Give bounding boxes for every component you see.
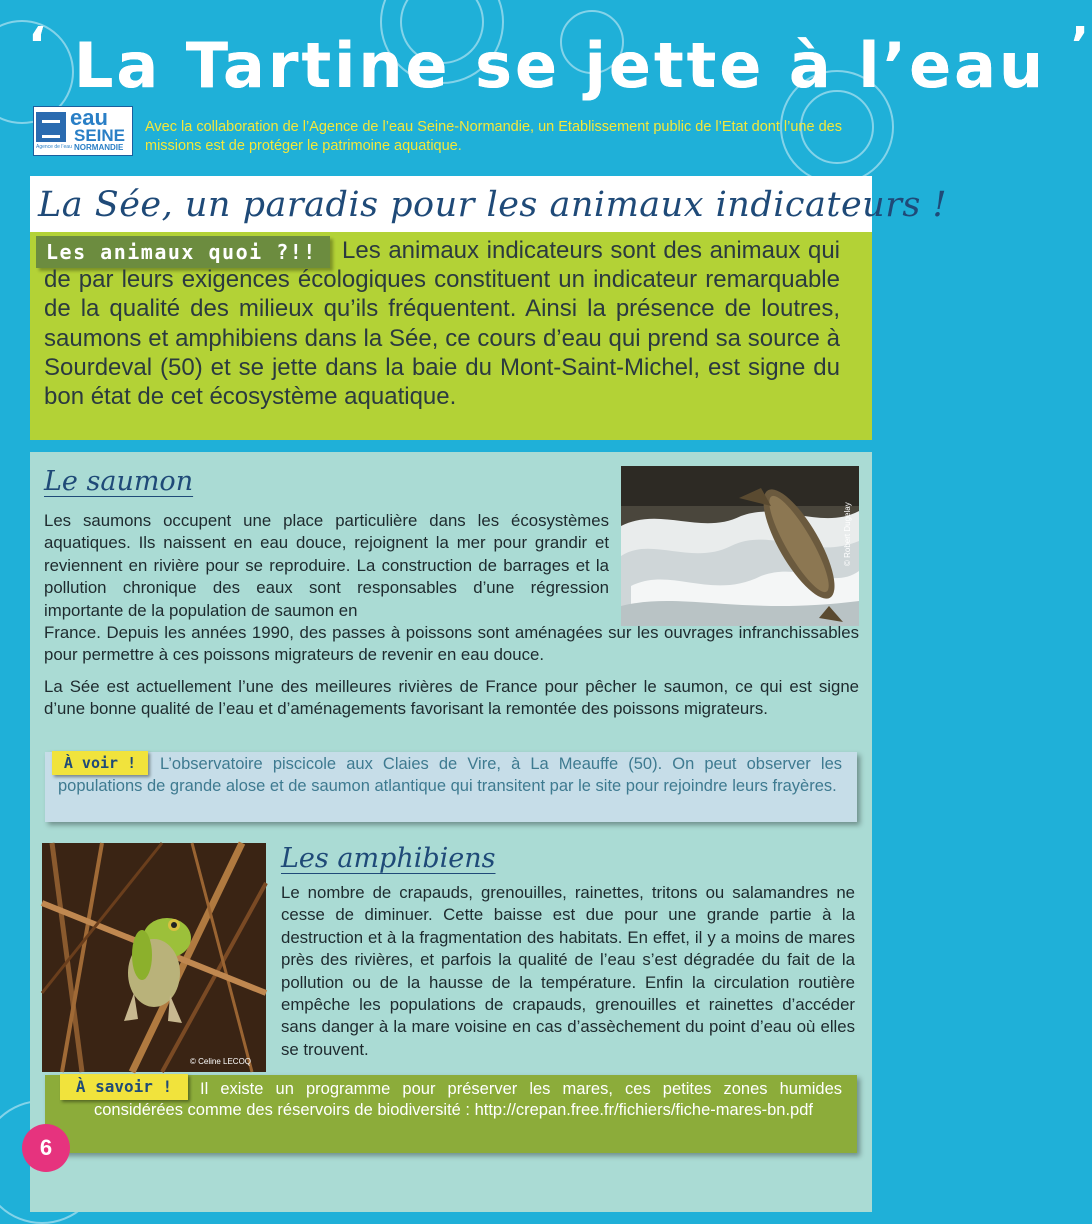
intro-text: Les animaux indicateurs sont des animaux qui de par leurs exigences écologiques constituent un indicateur remarquable de la qualité des milieux qu’ils fréquentent. Ainsi la présence de loutres, saumons et amphibiens dans la Sée, ce cours d’eau qui prend sa source à Sourdeval (50) et se jette dans la baie du Mont-Saint-Michel, est signe du bon état de cet écosystème aquatique.: [44, 237, 840, 411]
frog-photo-credit: © Celine LECOQ: [190, 1057, 252, 1066]
logo-emblem-icon: [36, 112, 66, 142]
a-savoir-text: Il existe un programme pour préserver les mares, ces petites zones humides considérées comme des réservoirs de biodiversité : http://crepan.free.fr/fichiers/fiche-mares-bn.pdf: [94, 1080, 842, 1119]
saumon-text-1: Les saumons occupent une place particulière dans les écosystèmes aquatiques. Ils naissent en eau douce, rejoignent la mer pour grandir et reviennent en rivière pour se reproduire. La construction de barrages et la pollution chronique des eaux sont responsables d’une régression importante de la population de saumon en: [44, 511, 609, 620]
title-open-quote: ‘: [28, 17, 50, 73]
saumon-heading: Le saumon: [44, 466, 194, 497]
saumon-text-2: France. Depuis les années 1990, des passes à poissons sont aménagées sur les ouvrages infranchissables pour permettre à ces poissons migrateurs de revenir en eau douce.: [44, 623, 859, 665]
frog-image: [42, 843, 266, 1072]
title-text: La Tartine se jette à l’eau: [73, 29, 1047, 102]
amphibiens-heading: Les amphibiens: [281, 843, 496, 874]
a-voir-text: L’observatoire piscicole aux Claies de Vire, à La Meauffe (50). On peut observer les populations de grande alose et de saumon atlantique qui transitent par le site pour rejoindre leurs frayères.: [58, 755, 842, 795]
intro-heading: La Sée, un paradis pour les animaux indicateurs !: [38, 185, 948, 225]
logo-line-1: eau: [70, 105, 108, 130]
page-title: [28, 17, 1092, 112]
logo-line-2: SEINE: [74, 126, 126, 145]
logo-line-4: Agence de l’eau: [36, 144, 72, 150]
collaboration-note: Avec la collaboration de l’Agence de l’eau Seine-Normandie, un Etablissement public de l’Etat dont l’une des missions est de protéger le patrimoine aquatique.: [145, 119, 842, 154]
salmon-photo-credit: © Robert Dugelay: [843, 502, 852, 566]
salmon-image: [621, 466, 859, 626]
intro-tag: Les animaux quoi ?!!: [36, 236, 330, 268]
saumon-text-3: La Sée est actuellement l’une des meilleures rivières de France pour pêcher le saumon, ce qui est signe d’une bonne qualité de l’eau et d’aménagements favorisant la remontée des poissons migrateurs.: [44, 677, 859, 719]
title-close-quote: ’: [1070, 17, 1092, 73]
frog-photo: [42, 843, 266, 1072]
amphibiens-text: Le nombre de crapauds, grenouilles, rainettes, tritons ou salamandres ne cesse de diminuer. Cette baisse est due pour une grande partie à la destruction et à la fragmentation des habitats. En effet, il y a moins de mares près des rivières, et parfois la qualité de l’eau s’est dégradée du fait de la pollution ou de la hausse de la température. Enfin la circulation routière empêche les populations de crapauds, grenouilles et rainettes d’accéder sans danger à la mare voisine en cas d’assèchement du point d’eau où elles se trouvent.: [281, 883, 855, 1059]
agence-eau-logo: [33, 106, 133, 156]
logo-line-3: NORMANDIE: [74, 143, 124, 152]
a-savoir-tag: À savoir !: [60, 1074, 188, 1100]
salmon-photo: [621, 466, 859, 626]
a-voir-tag: À voir !: [52, 751, 148, 775]
page-number: 6: [22, 1124, 70, 1172]
